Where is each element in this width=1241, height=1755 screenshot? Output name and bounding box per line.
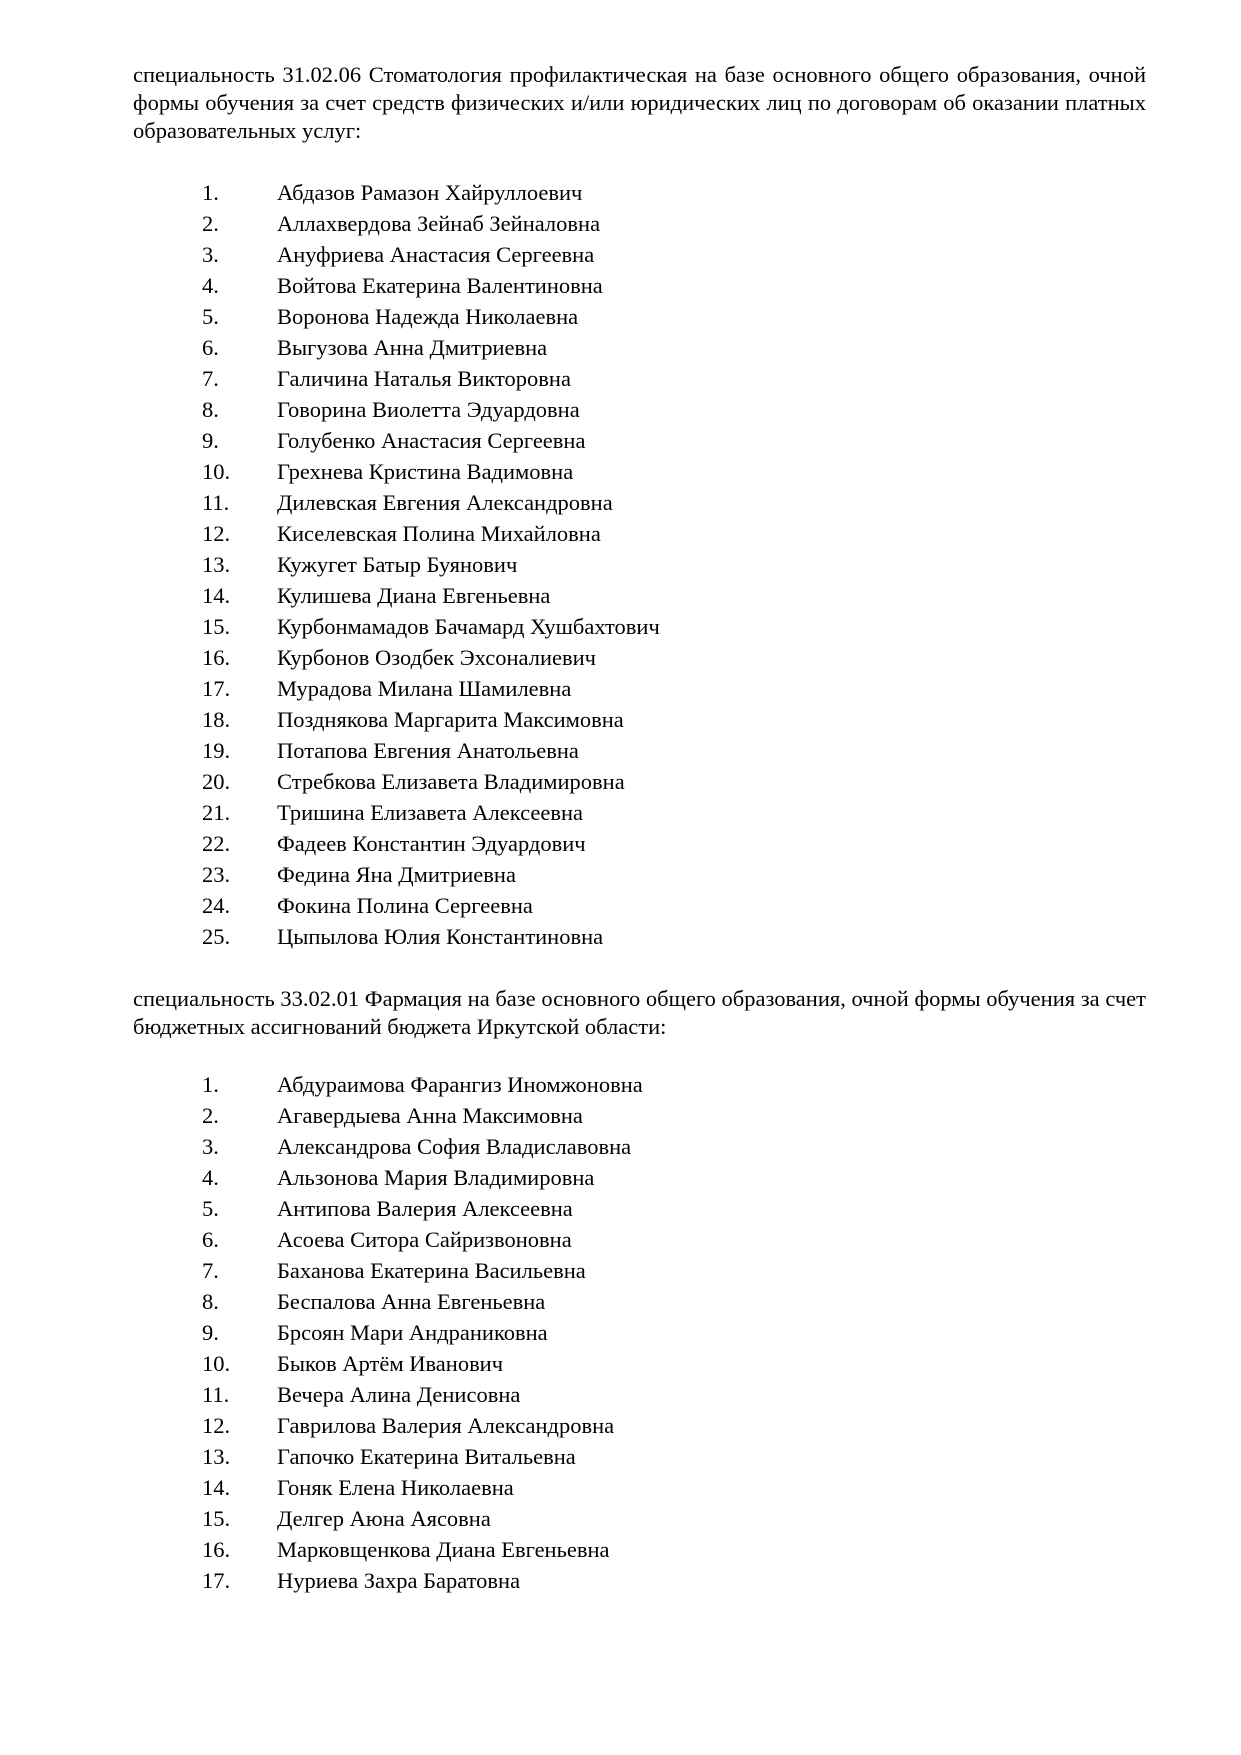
student-name: Стребкова Елизавета Владимировна [277, 769, 625, 794]
list-item-number: 13. [202, 552, 231, 577]
student-name: Тришина Елизавета Алексеевна [277, 800, 584, 825]
student-name: Цыпылова Юлия Константиновна [277, 924, 604, 949]
student-name: Грехнева Кристина Вадимовна [277, 459, 574, 484]
list-item-number: 17. [202, 676, 231, 701]
list-item-number: 24. [202, 893, 231, 918]
list-item-number: 8. [202, 397, 219, 422]
student-name: Вечера Алина Денисовна [277, 1382, 521, 1407]
list-item-number: 3. [202, 242, 219, 267]
student-name: Абдазов Рамазон Хайруллоевич [277, 180, 583, 205]
student-name: Галичина Наталья Викторовна [277, 366, 571, 391]
student-name: Воронова Надежда Николаевна [277, 304, 579, 329]
student-name: Фокина Полина Сергеевна [277, 893, 533, 918]
list-item-number: 17. [202, 1568, 231, 1593]
student-name: Абдураимова Фарангиз Иномжоновна [277, 1072, 643, 1097]
list-item-number: 15. [202, 614, 231, 639]
list-item-number: 4. [202, 273, 219, 298]
student-name: Брсоян Мари Андраниковна [277, 1320, 548, 1345]
student-name: Асоева Ситора Сайризвоновна [277, 1227, 572, 1252]
list-item-number: 23. [202, 862, 231, 887]
student-name: Нуриева Захра Баратовна [277, 1568, 521, 1593]
section-intro-dentistry: специальность 31.02.06 Стоматология профилактическая на базе основного общего образования, очной формы обучения за счет средств физических и/или юридических лиц по договорам об оказании платных образовательных услуг: [133, 62, 1146, 143]
student-name: Кулишева Диана Евгеньевна [277, 583, 551, 608]
student-name: Фадеев Константин Эдуардович [277, 831, 586, 856]
student-name: Выгузова Анна Дмитриевна [277, 335, 548, 360]
student-name: Говорина Виолетта Эдуардовна [277, 397, 580, 422]
list-item-number: 11. [202, 1382, 230, 1407]
list-item-number: 2. [202, 1103, 219, 1128]
section-intro-pharmacy: специальность 33.02.01 Фармация на базе основного общего образования, очной формы обучения за счет бюджетных ассигнований бюджета Иркутской области: [133, 986, 1146, 1039]
student-name: Александрова София Владиславовна [277, 1134, 632, 1159]
list-item-number: 4. [202, 1165, 219, 1190]
student-name: Аллахвердова Зейнаб Зейналовна [277, 211, 601, 236]
list-item-number: 7. [202, 366, 219, 391]
list-item-number: 11. [202, 490, 230, 515]
student-name: Быков Артём Иванович [277, 1351, 504, 1376]
student-name: Делгер Аюна Аясовна [277, 1506, 491, 1531]
list-item-number: 9. [202, 1320, 219, 1345]
list-item-number: 15. [202, 1506, 231, 1531]
list-item-number: 13. [202, 1444, 231, 1469]
student-name: Гоняк Елена Николаевна [277, 1475, 514, 1500]
student-name: Гапочко Екатерина Витальевна [277, 1444, 576, 1469]
list-item-number: 2. [202, 211, 219, 236]
student-name: Кужугет Батыр Буянович [277, 552, 518, 577]
student-name: Дилевская Евгения Александровна [277, 490, 613, 515]
list-item-number: 16. [202, 645, 231, 670]
student-name: Позднякова Маргарита Максимовна [277, 707, 624, 732]
student-name: Курбонов Озодбек Эхсоналиевич [277, 645, 596, 670]
student-name: Голубенко Анастасия Сергеевна [277, 428, 586, 453]
list-item-number: 25. [202, 924, 231, 949]
student-name: Федина Яна Дмитриевна [277, 862, 516, 887]
list-item-number: 7. [202, 1258, 219, 1283]
list-item-number: 12. [202, 1413, 231, 1438]
student-name: Ануфриева Анастасия Сергеевна [277, 242, 595, 267]
list-item-number: 8. [202, 1289, 219, 1314]
list-item-number: 12. [202, 521, 231, 546]
student-name: Антипова Валерия Алексеевна [277, 1196, 573, 1221]
list-item-number: 1. [202, 1072, 219, 1097]
student-name: Мурадова Милана Шамилевна [277, 676, 572, 701]
list-item-number: 20. [202, 769, 231, 794]
list-item-number: 18. [202, 707, 231, 732]
student-name: Гаврилова Валерия Александровна [277, 1413, 615, 1438]
list-item-number: 21. [202, 800, 231, 825]
student-name: Агавердыева Анна Максимовна [277, 1103, 583, 1128]
student-name: Потапова Евгения Анатольевна [277, 738, 579, 763]
list-item-number: 6. [202, 1227, 219, 1252]
list-item-number: 10. [202, 1351, 231, 1376]
student-name: Баханова Екатерина Васильевна [277, 1258, 586, 1283]
list-item-number: 6. [202, 335, 219, 360]
student-name: Киселевская Полина Михайловна [277, 521, 601, 546]
student-name: Беспалова Анна Евгеньевна [277, 1289, 546, 1314]
student-name: Войтова Екатерина Валентиновна [277, 273, 603, 298]
list-item-number: 3. [202, 1134, 219, 1159]
list-item-number: 5. [202, 1196, 219, 1221]
list-item-number: 5. [202, 304, 219, 329]
list-item-number: 1. [202, 180, 219, 205]
list-item-number: 14. [202, 583, 231, 608]
list-item-number: 16. [202, 1537, 231, 1562]
list-item-number: 9. [202, 428, 219, 453]
list-item-number: 10. [202, 459, 231, 484]
list-item-number: 14. [202, 1475, 231, 1500]
student-name: Курбонмамадов Бачамард Хушбахтович [277, 614, 660, 639]
list-item-number: 19. [202, 738, 231, 763]
student-name: Марковщенкова Диана Евгеньевна [277, 1537, 610, 1562]
list-item-number: 22. [202, 831, 231, 856]
student-name: Альзонова Мария Владимировна [277, 1165, 595, 1190]
